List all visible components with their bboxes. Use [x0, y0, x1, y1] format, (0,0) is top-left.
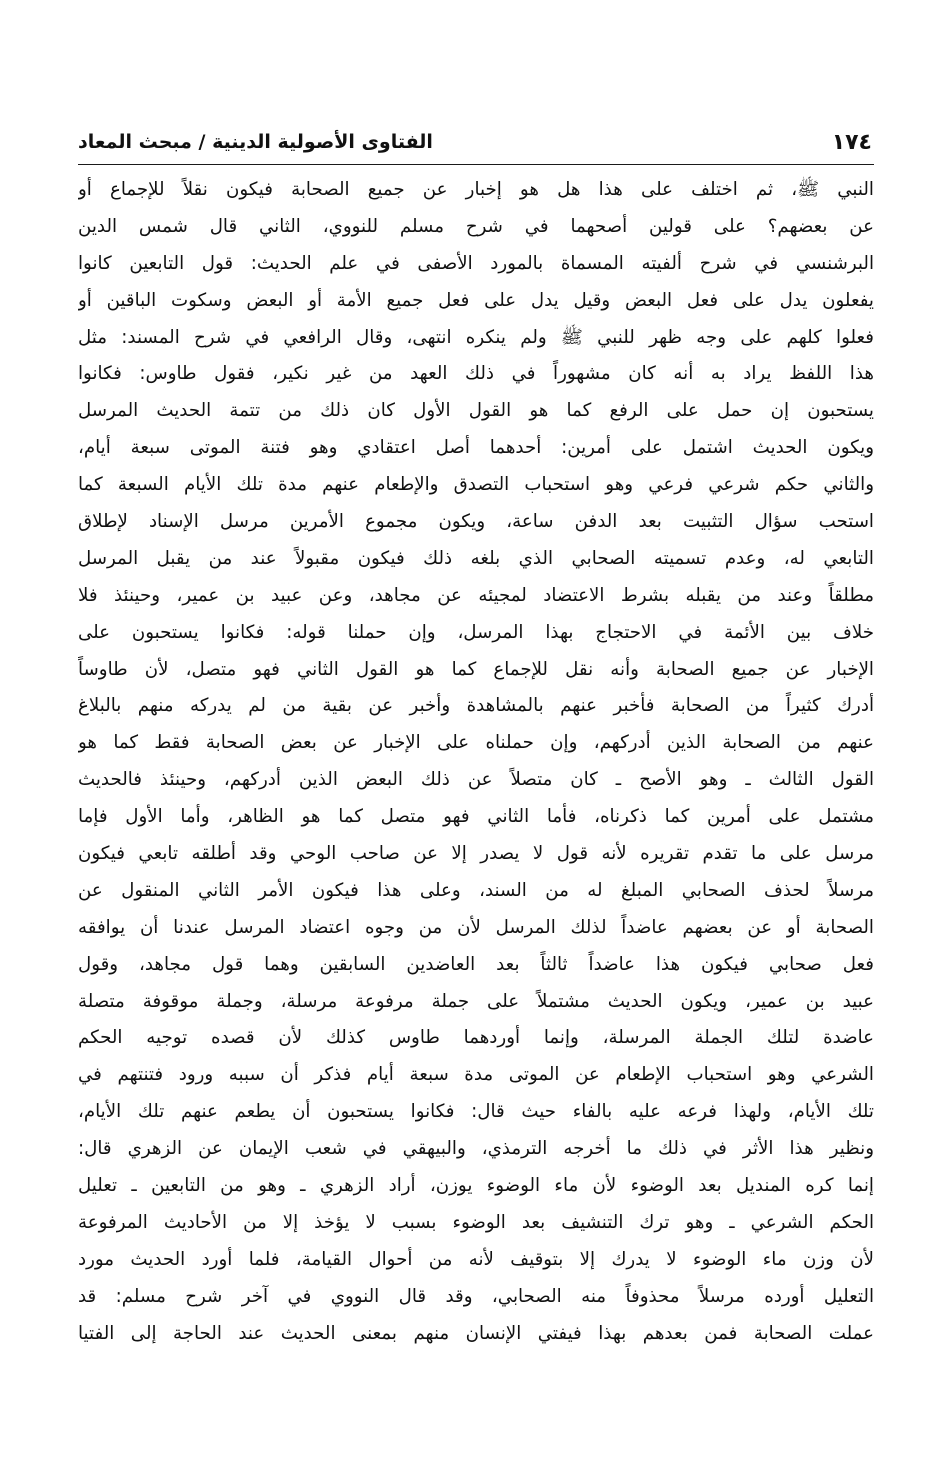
- text-line: عن بعضهم؟ على قولين أصحهما في شرح مسلم للنووي، الثاني قال شمس الدين: [78, 215, 874, 237]
- text-line: البرشنسي في شرح ألفيته المسماة بالمورد الأصفى في علم الحديث: قول التابعين كانوا: [78, 252, 874, 274]
- text-line: لأن وزن ماء الوضوء لا يدرك إلا بتوقيف لأنه من أحوال القيامة، فلما أورد الحديث مورد: [78, 1248, 874, 1270]
- text-line: يفعلون يدل على فعل البعض وقيل يدل على فعل جميع الأمة أو البعض وسكوت الباقين أو: [78, 289, 874, 311]
- text-line: يستحبون إن حمل على الرفع كما هو القول الأول كان ذلك من تتمة الحديث المرسل: [78, 400, 874, 422]
- text-line: أدرك كثيراً من الصحابة فأخبر عنهم بالمشاهدة وأخبر عن بقية من لم يدركه منهم بالبلاغ: [78, 695, 874, 717]
- text-line: عنهم من الصحابة الذين أدركهم، وإن حملناه على الإخبار عن بعض الصحابة فقط كما هو: [78, 732, 874, 754]
- text-line: مشتمل على أمرين كما ذكرناه، فأما الثاني فهو متصل كما هو الظاهر، وأما الأول فإما: [78, 806, 874, 828]
- text-line: مطلقاً وعند من يقبله بشرط الاعتضاد لمجيئه عن مجاهد، وعن عبيد بن عمير، وحينئذ فلا: [78, 584, 874, 606]
- text-line: ويكون الحديث اشتمل على أمرين: أحدهما أصل اعتقادي وهو فتنة الموتى سبعة أيام،: [78, 437, 874, 459]
- text-line: الإخبار عن جميع الصحابة وأنه نقل للإجماع كما هو القول الثاني فهو متصل، لأن طاوساً: [78, 658, 874, 680]
- text-line: مرسل على ما تقدم تقريره لأنه قول لا يصدر إلا عن صاحب الوحي وقد أطلقه تابعي فيكون: [78, 843, 874, 865]
- text-line: مرسلاً لحذف الصحابي المبلغ له من السند، وعلى هذا فيكون الأمر الثاني المنقول عن: [78, 879, 874, 901]
- text-line: عملت الصحابة فمن بعدهم بهذا فيفتي الإنسان منهم بمعنى الحديث عند الحاجة إلى الفتيا: [78, 1322, 874, 1344]
- text-line: عاضدة لتلك الجملة المرسلة، وإنما أوردهما طاوس كذلك لأن قصده توجيه الحكم: [78, 1027, 874, 1049]
- text-line: النبي ﷺ، ثم اختلف على هذا هل هو إخبار عن جميع الصحابة فيكون نقلاً للإجماع أو: [78, 179, 874, 200]
- text-line: خلاف بين الأئمة في الاحتجاج بهذا المرسل، وإن حملنا قوله: فكانوا يستحبون على: [78, 621, 874, 643]
- text-line: هذا اللفظ يراد به أنه كان مشهوراً في ذلك العهد من غير نكير، فقول طاوس: فكانوا: [78, 363, 874, 385]
- text-line: فعل صحابي فيكون هذا عاضداً ثالثاً بعد العاضدين السابقين وهما قول مجاهد، وقول: [78, 953, 874, 975]
- text-line: الصحابة أو عن بعضهم عاضداً لذلك المرسل لأن من وجوه اعتضاد المرسل عندنا أن يوافقه: [78, 916, 874, 938]
- page-number: ١٧٤: [831, 130, 872, 155]
- page-header: [78, 128, 874, 165]
- body-text: [78, 172, 874, 1353]
- text-line: التابعي له، وعدم تسميته الصحابي الذي بلغه ذلك فيكون مقبولاً عند من يقبل المرسل: [78, 547, 874, 569]
- text-line: الحكم الشرعي ـ وهو ترك التنشيف بعد الوضوء بسبب لا يؤخذ إلا من الأحاديث المرفوعة: [78, 1211, 874, 1233]
- text-line: التعليل أورده مرسلاً محذوفاً منه الصحابي، وقد قال النووي في آخر شرح مسلم: قد: [78, 1285, 874, 1307]
- text-line: ونظير هذا الأثر في ذلك ما أخرجه الترمذي، والبيهقي في شعب الإيمان عن الزهري قال:: [78, 1138, 874, 1160]
- running-title: الفتاوى الأصولية الدينية / مبحث المعاد: [78, 131, 433, 153]
- text-line: الشرعي وهو استحباب الإطعام عن الموتى مدة سبعة أيام فذكر أن سببه ورود فتنتهم في: [78, 1064, 874, 1086]
- text-line: فعلوا كلهم على وجه ظهر للنبي ﷺ ولم ينكره انتهى، وقال الرافعي في شرح المسند: مثل: [78, 326, 874, 348]
- text-line: تلك الأيام، ولهذا فرعه عليه بالفاء حيث قال: فكانوا يستحبون أن يطعم عنهم تلك الأيام،: [78, 1101, 874, 1123]
- text-line: استحب سؤال التثبيت بعد الدفن ساعة، ويكون مجموع الأمرين مرسل الإسناد لإطلاق: [78, 511, 874, 533]
- text-line: والثاني حكم شرعي فرعي وهو استحباب التصدق والإطعام عنهم مدة تلك الأيام السبعة كما: [78, 474, 874, 496]
- text-line: القول الثالث ـ وهو الأصح ـ كان متصلاً عن ذلك البعض الذين أدركهم، وحينئذ فالحديث: [78, 769, 874, 791]
- text-line: عبيد بن عمير، ويكون الحديث مشتملاً على جملة مرفوعة مرسلة، وجملة موقوفة متصلة: [78, 990, 874, 1012]
- text-line: إنما كره المنديل بعد الوضوء لأن ماء الوضوء يوزن، أراد الزهري ـ وهو من التابعين ـ تعليل: [78, 1175, 874, 1197]
